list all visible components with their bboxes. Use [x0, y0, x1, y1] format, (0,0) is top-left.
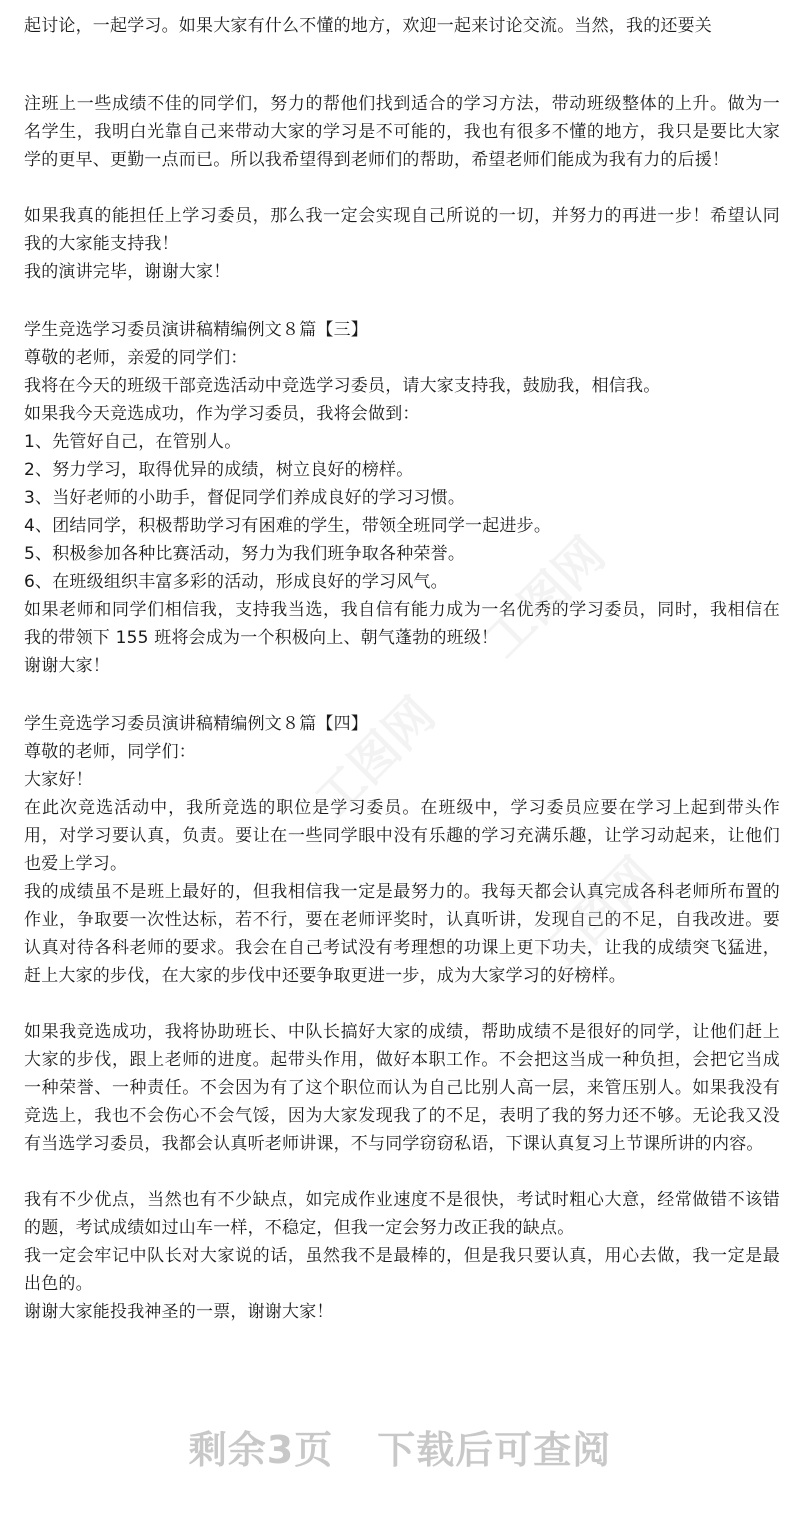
paragraph: 如果我竞选成功，我将协助班长、中队长搞好大家的成绩，帮助成绩不是很好的同学，让他们赶上大家的步伐，跟上老师的进度。起带头作用，做好本职工作。不会把这当成一种负担，会把它当成一种荣誉、一种责任。不会因为有了这个职位而认为自己比别人高一层，来管压别人。如果我没有竞选上，我也不会伤心不会气馁，因为大家发现我了的不足，表明了我的努力还不够。无论我又没有当选学习委员，我都会认真听老师讲课，不与同学窃窃私语，下课认真复习上节课所讲的内容。 [24, 1022, 780, 1154]
list-item: 3、当好老师的小助手，督促同学们养成良好的学习习惯。 [24, 488, 466, 508]
list-item: 2、努力学习，取得优异的成绩，树立良好的榜样。 [24, 460, 414, 480]
watermark-logo: 工图网 [524, 846, 666, 989]
salutation: 尊敬的老师，亲爱的同学们： [24, 348, 248, 368]
paragraph: 我有不少优点，当然也有不少缺点，如完成作业速度不是很快，考试时粗心大意，经常做错不该错的题，考试成绩如过山车一样，不稳定，但我一定会努力改正我的缺点。 [24, 1190, 780, 1238]
paragraph: 我的成绩虽不是班上最好的，但我相信我一定是最努力的。我每天都会认真完成各科老师所布置的作业，争取要一次性达标，若不行，要在老师评奖时，认真听讲，发现自己的不足，自我改进。要认真对待各科老师的要求。我会在自己考试没有考理想的功课上更下功夫，让我的成绩突飞猛进，赶上大家的步伐，在大家的步伐中还要争取更进一步，成为大家学习的好榜样。 [24, 882, 780, 986]
watermark-logo: 工图网 [304, 686, 446, 829]
paragraph: 谢谢大家！ [24, 656, 110, 676]
paragraph: 在此次竞选活动中，我所竞选的职位是学习委员。在班级中，学习委员应要在学习上起到带头作用，对学习要认真，负责。要让在一些同学眼中没有乐趣的学习充满乐趣，让学习动起来，让他们也爱上学习。 [24, 798, 780, 874]
section-heading: 学生竞选学习委员演讲稿精编例文８篇【三】 [24, 320, 368, 340]
paragraph: 我将在今天的班级干部竞选活动中竞选学习委员，请大家支持我，鼓励我，相信我。 [24, 376, 661, 396]
section-heading: 学生竞选学习委员演讲稿精编例文８篇【四】 [24, 714, 368, 734]
salutation: 尊敬的老师，同学们： [24, 742, 196, 762]
paragraph: 我一定会牢记中队长对大家说的话，虽然我不是最棒的，但是我只要认真，用心去做，我一定是最出色的。 [24, 1246, 780, 1294]
list-item: 6、在班级组织丰富多彩的活动，形成良好的学习风气。 [24, 572, 448, 592]
paragraph: 我的演讲完毕，谢谢大家！ [24, 262, 231, 282]
paragraph: 如果老师和同学们相信我，支持我当选，我自信有能力成为一名优秀的学习委员，同时，我相信在我的带领下 155 班将会成为一个积极向上、朝气蓬勃的班级！ [24, 600, 780, 648]
list-item: 1、先管好自己，在管别人。 [24, 432, 242, 452]
paragraph: 注班上一些成绩不佳的同学们，努力的帮他们找到适合的学习方法，带动班级整体的上升。做为一名学生，我明白光靠自己来带动大家的学习是不可能的，我也有很多不懂的地方，我只是要比大家学的更早、更勤一点而已。所以我希望得到老师们的帮助，希望老师们能成为我有力的后援！ [24, 94, 780, 170]
list-item: 5、积极参加各种比赛活动，努力为我们班争取各种荣誉。 [24, 544, 466, 564]
paragraph: 如果我真的能担任上学习委员，那么我一定会实现自己所说的一切，并努力的再进一步！希望认同我的大家能支持我！ [24, 206, 780, 254]
watermark-logo: 工图网 [474, 526, 616, 669]
list-item: 4、团结同学，积极帮助学习有困难的学生，带领全班同学一起进步。 [24, 516, 552, 536]
download-to-view-label: 下载后可查阅 [377, 1428, 612, 1472]
paragraph: 起讨论，一起学习。如果大家有什么不懂的地方，欢迎一起来讨论交流。当然，我的还要关 [24, 16, 712, 36]
paragraph: 如果我今天竞选成功，作为学习委员，我将会做到： [24, 404, 420, 424]
remaining-pages-label: 剩余3页 [188, 1428, 334, 1472]
greeting: 大家好！ [24, 770, 93, 790]
download-prompt-banner [0, 1420, 800, 1480]
paragraph: 谢谢大家能投我神圣的一票，谢谢大家！ [24, 1302, 334, 1322]
